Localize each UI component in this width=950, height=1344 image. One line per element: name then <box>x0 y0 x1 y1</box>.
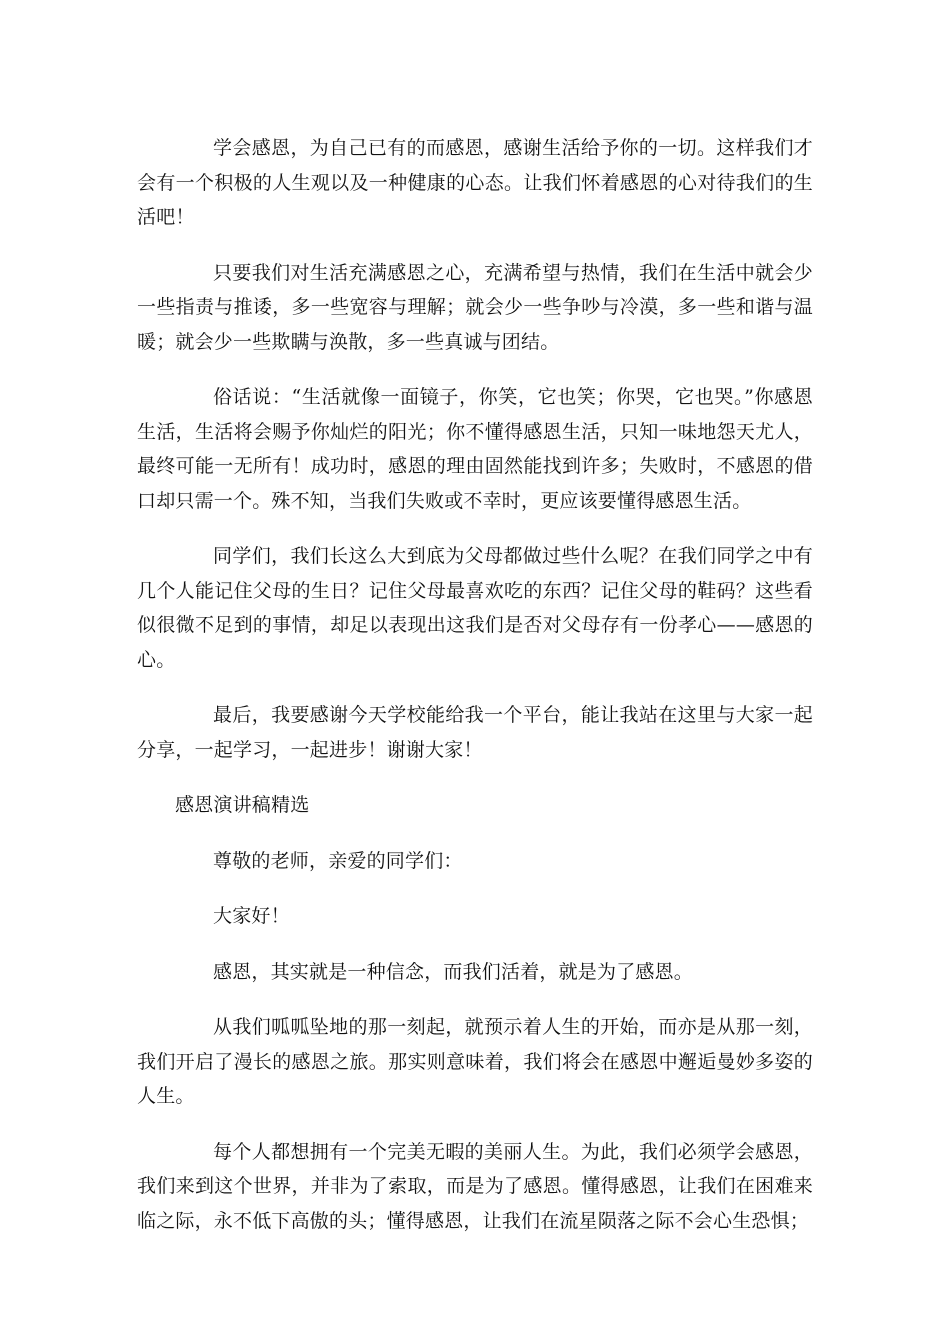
paragraph-gratitude-heart: 只要我们对生活充满感恩之心，充满希望与热情，我们在生活中就会少一些指责与推诿，多一些宽容与理解；就会少一些争吵与冷漠，多一些和谐与温暖；就会少一些欺瞒与涣散，多一些真诚与团结。 <box>137 261 813 353</box>
paragraph-gratitude-life: 学会感恩，为自己已有的而感恩，感谢生活给予你的一切。这样我们才会有一个积极的人生观以及一种健康的心态。让我们怀着感恩的心对待我们的生活吧！ <box>137 137 813 228</box>
speech-journey: 从我们呱呱坠地的那一刻起，就预示着人生的开始，而亦是从那一刻，我们开启了漫长的感恩之旅。那实则意味着，我们将会在感恩中邂逅曼妙多姿的人生。 <box>137 1016 813 1107</box>
paragraph-parents: 同学们，我们长这么大到底为父母都做过些什么呢？在我们同学之中有几个人能记住父母的生日？记住父母最喜欢吃的东西？记住父母的鞋码？这些看似很微不足到的事情，却足以表现出这我们是否对父母存有一份孝心——感恩的心。 <box>137 545 813 671</box>
paragraph-closing-thanks: 最后，我要感谢今天学校能给我一个平台，能让我站在这里与大家一起分享，一起学习，一起进步！谢谢大家！ <box>137 704 813 761</box>
document-body <box>137 131 813 1259</box>
speech-perfect-life: 每个人都想拥有一个完美无暇的美丽人生。为此，我们必须学会感恩，我们来到这个世界，并非为了索取，而是为了感恩。懂得感恩，让我们在困难来临之际，永不低下高傲的头；懂得感恩，让我们在流星陨落之际不会心生恐惧； <box>137 1140 813 1232</box>
paragraph-proverb-mirror: 俗话说：“生活就像一面镜子，你笑，它也笑；你哭，它也哭。”你感恩生活，生活将会赐予你灿烂的阳光；你不懂得感恩生活，只知一味地怨天尤人，最终可能一无所有！成功时，感恩的理由固然能找到许多；失败时，不感恩的借口却只需一个。殊不知，当我们失败或不幸时，更应该要懂得感恩生活。 <box>137 386 813 512</box>
section-title: 感恩演讲稿精选 <box>175 794 310 816</box>
speech-greeting: 大家好！ <box>213 905 290 927</box>
speech-salutation: 尊敬的老师，亲爱的同学们： <box>213 849 463 872</box>
speech-belief: 感恩，其实就是一种信念，而我们活着，就是为了感恩。 <box>213 960 694 983</box>
